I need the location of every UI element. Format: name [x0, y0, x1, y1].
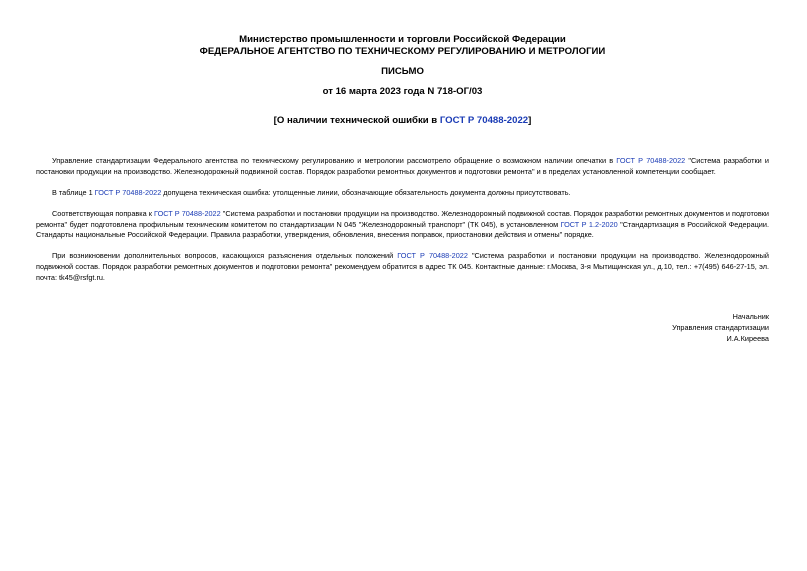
paragraph-3-text-b: "Система разработки и постановки продукции на производство. Железнодорожный подвижной состав. Порядок разработки ремонтных документов и подготовки ремонта" будет подготовлена профильным техническим комитетом по стандартизации N 045 "Железнодорожный транспорт" (ТК 045), в установленном — [36, 208, 770, 229]
paragraph-2-text-a: В таблице 1 — [52, 187, 95, 197]
paragraph-3-text-c: "Стандартизация в Российской Федерации. Стандарты национальные Российской Федерации. Правила разработки, утверждения, обновления, внесения поправок, приостановки действия и отмены" порядке. — [36, 219, 769, 240]
signer-name: И.А.Киреева — [726, 333, 769, 343]
paragraph-3-text-a: Соответствующая поправка к — [52, 208, 155, 218]
document-header — [36, 34, 769, 58]
paragraph-1-text-b: "Система разработки и постановки продукции на производство. Железнодорожный подвижной состав. Порядок разработки ремонтных документов и подготовки ремонта" и в пределах установленной компетенции сообщает. — [36, 156, 769, 176]
paragraph-4 — [36, 251, 769, 283]
paragraph-3 — [36, 209, 769, 241]
signer-department: Управления стандартизации — [672, 322, 769, 332]
paragraph-4-text-b: "Система разработки и постановки продукции на производство. Железнодорожный подвижной состав. Порядок разработки ремонтных документов и подготовки ремонта" рекомендуем обратится в адрес ТК 045. Контактные данные: г.Москва, 3-я Мытищинская ул., д.10, тел.: +7(495) 646-27-15, эл. почта: tk45@rsfgt.ru. — [36, 251, 770, 282]
paragraph-4-text-a: При возникновении дополнительных вопросов, касающихся разъяснения отдельных положений — [52, 251, 398, 261]
document-subject — [36, 115, 769, 126]
document-type: ПИСЬМО — [381, 66, 424, 77]
paragraph-4-gost-link[interactable]: ГОСТ Р 70488-2022 — [397, 251, 468, 261]
paragraph-3-gost-link[interactable]: ГОСТ Р 70488-2022 — [154, 208, 221, 218]
paragraph-1-text-a: Управление стандартизации Федерального агентства по техническому регулированию и метрологии рассмотрело обращение о возможном наличии опечатки в — [52, 156, 617, 165]
document-body — [36, 156, 769, 283]
paragraph-1-gost-link[interactable]: ГОСТ Р 70488-2022 — [616, 156, 686, 165]
paragraph-3-gost-1-2-link[interactable]: ГОСТ Р 1.2-2020 — [560, 219, 618, 229]
agency-name: ФЕДЕРАЛЬНОЕ АГЕНТСТВО ПО ТЕХНИЧЕСКОМУ РЕГУЛИРОВАНИЮ И МЕТРОЛОГИИ — [199, 46, 606, 57]
paragraph-2-text-b: допущена техническая ошибка: утолщенные линии, обозначающие обязательность документа должны присутствовать. — [161, 187, 571, 197]
paragraph-1 — [36, 156, 769, 177]
signature-block — [672, 312, 769, 344]
signer-position: Начальник — [732, 312, 769, 321]
subject-gost-link[interactable]: ГОСТ Р 70488-2022 — [439, 115, 529, 126]
paragraph-2-gost-link[interactable]: ГОСТ Р 70488-2022 — [94, 187, 162, 197]
document-date-number: от 16 марта 2023 года N 718-ОГ/03 — [322, 86, 483, 97]
document-page — [36, 0, 769, 571]
ministry-name: Министерство промышленности и торговли Российской Федерации — [239, 34, 566, 45]
subject-suffix: ] — [528, 115, 532, 126]
paragraph-2 — [36, 188, 769, 199]
subject-prefix: [О наличии технической ошибки в — [273, 115, 440, 126]
